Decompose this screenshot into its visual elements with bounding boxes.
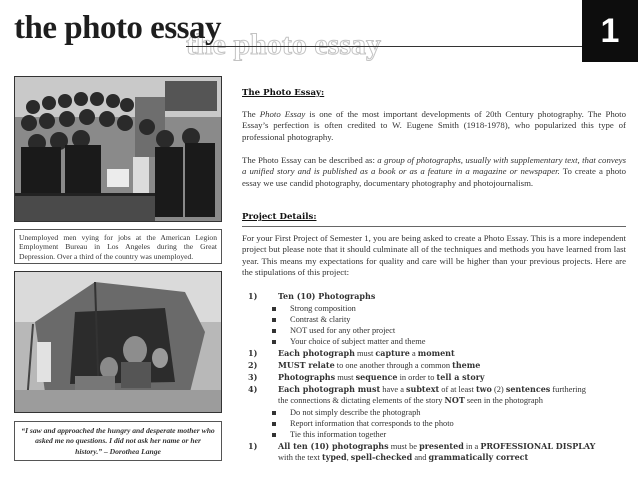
lange-quote-box xyxy=(14,421,222,461)
section-divider xyxy=(242,226,626,227)
photo-migrant-tent xyxy=(14,271,222,413)
photo-employment-bureau xyxy=(14,76,222,222)
project-number-badge: 1 xyxy=(582,0,638,62)
photo-essay-paragraph-2: The Photo Essay can be described as: a group of photographs, usually with supplementary text, that conveys a unified story and is published as a book or as a feature in a magazine or newspaper. To create a photo essay we use candid photography, documentary photography and photojournalism. xyxy=(242,155,626,188)
page-title: the photo essay xyxy=(14,10,222,46)
quote-text: “I saw and approached the hungry and desperate mother who asked me no questions. I did not ask her name or her history.” xyxy=(21,426,215,456)
photo1-caption: Unemployed men vying for jobs at the American Legion Employment Bureau in Los Angeles during the Great Depression. Over a third of the country was unemployed. xyxy=(14,229,222,264)
photo-essay-paragraph-1: The Photo Essay is one of the most important developments of 20th Century photography. The Photo Essay’s perfection is often credited to W. Eugene Smith (1918-1978), who popularized this type of professional photography. xyxy=(242,109,626,142)
title-shadow: the photo essay xyxy=(186,28,382,61)
title-rule xyxy=(186,46,582,47)
quote-author: – Dorothea Lange xyxy=(103,446,161,456)
photo-essay-heading: The Photo Essay: xyxy=(242,88,325,98)
project-intro: For your First Project of Semester 1, you are being asked to create a Photo Essay. This is a more independent project but please note that it should culminate all of the techniques and methods you have learned from last year. This means my expectations for quality and care will be higher than your previous projects. Here are the stipulations of this project: xyxy=(242,233,626,278)
project-details-heading: Project Details: xyxy=(242,212,317,222)
